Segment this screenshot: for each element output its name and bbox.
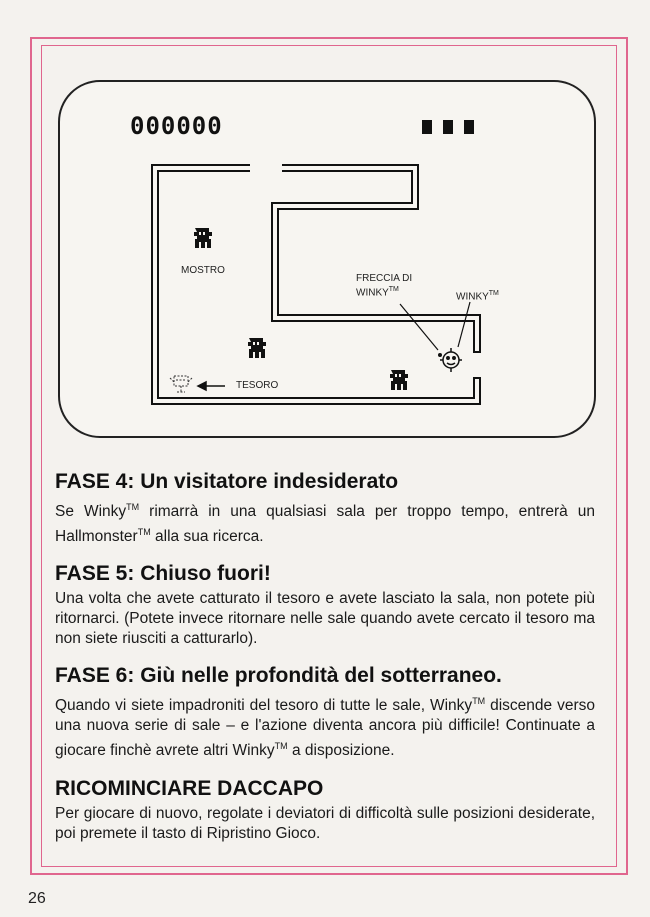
game-screen-illustration <box>58 80 596 438</box>
hallmonster-icon <box>248 338 266 358</box>
arrow-label-line1: FRECCIA DI <box>356 273 413 284</box>
maze-outer-wall <box>152 165 480 404</box>
section-title: FASE 4: Un visitatore indesiderato <box>55 470 399 493</box>
section-body: Se Winky™ rimarrà in una qualsiasi sala per troppo tempo, entrerà un Hallmonster™ alla sua ricerca. <box>55 502 595 546</box>
winky-pointer-line <box>458 302 470 347</box>
maze-inner-wall <box>272 165 480 352</box>
section-body: Una volta che avete catturato il tesoro e avete lasciato la sala, non potete più ritornarci. (Potete invece ritornare nelle sale quando avete cercato il tesoro ma non siete riusciti a catturarlo). <box>55 590 595 648</box>
section-title: RICOMINCIARE DACCAPO <box>55 776 324 800</box>
section-fase-5 <box>55 561 595 649</box>
winky-label-tm: TM <box>488 290 499 297</box>
section-title: FASE 6: Giù nelle profondità del sotterraneo. <box>55 664 502 688</box>
arrow-label-tm: TM <box>388 286 399 293</box>
treasure-icon <box>170 376 192 392</box>
life-block <box>422 120 432 134</box>
life-block <box>464 120 474 134</box>
arrow-label-line2: WINKY <box>356 287 389 299</box>
life-block <box>443 120 453 134</box>
lives-indicator <box>422 120 474 134</box>
winky-label-text: WINKY <box>456 291 489 303</box>
section-title: FASE 5: Chiuso fuori! <box>55 562 271 586</box>
section-fase-4 <box>55 469 595 547</box>
section-fase-6 <box>55 663 595 761</box>
arrow-pointer-line <box>400 304 438 350</box>
hallmonster-icon <box>390 370 408 390</box>
winky-label <box>456 288 499 302</box>
arrow-label <box>356 273 412 298</box>
monster-label: MOSTRO <box>181 265 225 276</box>
section-body: Quando vi siete impadroniti del tesoro di tutte le sale, Winky™ discende verso una nuova serie di sale – e l'azione diventa ancora più difficile! Continuate a giocare finchè avrete altri Winky™ a disposizione. <box>55 696 595 760</box>
treasure-arrow <box>198 382 225 390</box>
winky-arrow-icon <box>438 353 442 357</box>
section-ricominciare <box>55 776 595 844</box>
winky-icon <box>440 348 462 372</box>
instructions <box>55 469 595 858</box>
treasure-label: TESORO <box>236 380 279 391</box>
hallmonster-icon <box>194 228 212 248</box>
section-body: Per giocare di nuovo, regolate i deviatori di difficoltà sulle posizioni desiderate, poi premete il tasto di Ripristino Gioco. <box>55 804 595 842</box>
score-display: 000000 <box>130 112 223 140</box>
page-number: 26 <box>28 890 46 907</box>
